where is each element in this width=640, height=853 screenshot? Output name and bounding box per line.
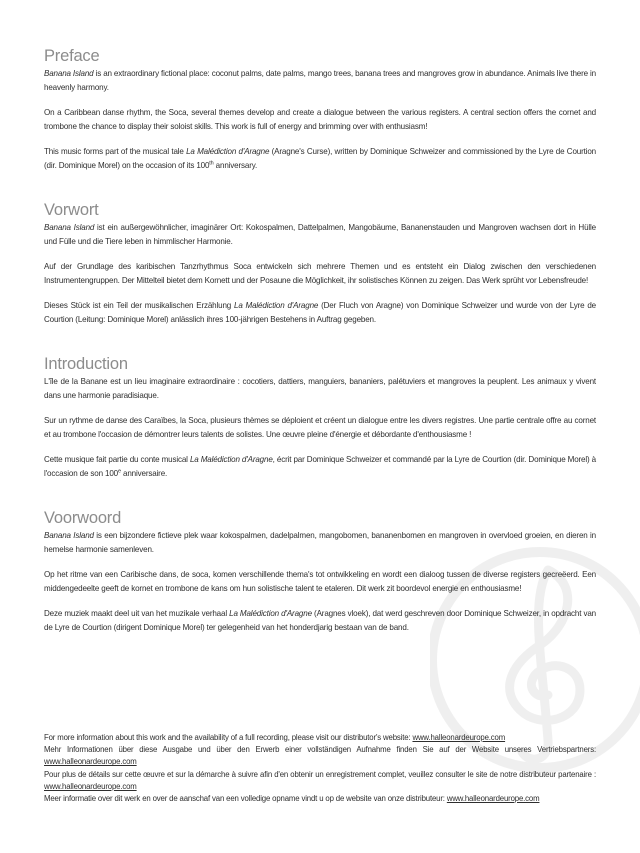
introduction-paragraph-1: L'île de la Banane est un lieu imaginaire extraordinaire : cocotiers, dattiers, manguiers, bananiers, palétuviers et mangroves la peuplent. Les animaux y vivent dans une harmonie paradisiaque. (44, 377, 596, 400)
vorwort-paragraph-1: Banana Island ist ein außergewöhnlicher, imaginärer Ort: Kokospalmen, Dattelpalmen, Mangobäume, Bananenstauden und Mangroven wachsen dort in Hülle und Fülle und die Tiere leben in himmlischer Harmonie. (44, 223, 596, 246)
preface-paragraph-3: This music forms part of the musical tale La Malédiction d'Aragne (Aragne's Curse), written by Dominique Schweizer and commissioned by the Lyre de Courtion (dir. Dominique Morel) on the occasion of its 100th anniversary. (44, 147, 596, 170)
voorwoord-section (44, 508, 596, 634)
voorwoord-heading: Voorwoord (44, 509, 122, 527)
voorwoord-paragraph-2: Op het ritme van een Caribische dans, de soca, komen verschillende thema's tot ontwikkeling en wordt een dialoog tussen de diverse registers gecreëerd. Een middengedeelte geeft de kornet en trombone de kans om hun solistische talent te etaleren. Dit werk zit boordevol energie en enthousiasme! (44, 570, 596, 593)
vorwort-paragraph-3: Dieses Stück ist ein Teil der musikalischen Erzählung La Malédiction d'Aragne (Der Fluch von Aragne) von Dominique Schweizer und wurde von der Lyre de Courtion (Leitung: Dominique Morel) anlässlich ihres 100-jährigen Bestehens in Auftrag gegeben. (44, 301, 596, 324)
distributor-link[interactable]: www.halleonardeurope.com (412, 733, 506, 742)
document-body (44, 46, 596, 662)
preface-heading: Preface (44, 47, 100, 65)
tale-title: La Malédiction d'Aragne (186, 147, 270, 156)
distributor-link[interactable]: www.halleonardeurope.com (44, 781, 137, 791)
introduction-paragraph-2: Sur un rythme de danse des Caraïbes, la Soca, plusieurs thèmes se déploient et créent un dialogue entre les divers registres. Une partie centrale offre au cornet et au trombone l'occasion de démontrer leurs talents de solistes. Une œuvre pleine d'énergie et débordante d'enthousiasme ! (44, 416, 596, 439)
work-title: Banana Island (44, 531, 94, 540)
distributor-link[interactable]: www.halleonardeurope.com (44, 757, 137, 767)
voorwoord-paragraph-3: Deze muziek maakt deel uit van het muzikale verhaal La Malédiction d'Aragne (Aragnes vloek), dat werd geschreven door Dominique Schweizer, in opdracht van de Lyre de Courtion (dirigent Dominique Morel) ter gelegenheid van het honderdjarig bestaan van de band. (44, 609, 596, 632)
preface-section (44, 46, 596, 172)
tale-title: La Malédiction d'Aragne (234, 301, 319, 310)
introduction-section (44, 354, 596, 480)
vorwort-heading: Vorwort (44, 201, 99, 219)
voorwoord-paragraph-1: Banana Island is een bijzondere fictieve plek waar kokospalmen, dadelpalmen, mangobomen, bananenbomen en mangroven in overvloed groeien, en dieren in hemelse harmonie samenleven. (44, 531, 596, 554)
footer-line-en: For more information about this work and the availability of a full recording, please visit our distributor's website: www.halleonardeurope.com (44, 733, 506, 742)
footer-line-de: Mehr Informationen über diese Ausgabe und über den Erwerb einer vollständigen Aufnahme finden Sie auf der Website unseres Vertriebspartners: www.halleonardeurope.com (44, 745, 596, 767)
distributor-link[interactable]: www.halleonardeurope.com (446, 794, 540, 804)
vorwort-section (44, 200, 596, 326)
footer-line-nl: Meer informatie over dit werk en over de aanschaf van een volledige opname vindt u op de website van onze distributeur: www.halleonardeurope.com (44, 794, 540, 804)
distributor-footer (44, 732, 596, 805)
footer-line-fr: Pour plus de détails sur cette œuvre et sur la démarche à suivre afin d'en obtenir un enregistrement complet, veuillez consulter le site de notre distributeur partenaire : www.halleonardeurope.com (44, 769, 596, 791)
vorwort-paragraph-2: Auf der Grundlage des karibischen Tanzrhythmus Soca entwickeln sich mehrere Themen und es entsteht ein Dialog zwischen den verschiedenen Instrumentengruppen. Der Mittelteil bietet dem Kornett und der Posaune die Möglichkeit, ihr solistisches Können zu zeigen. Das Werk sprüht vor Lebensfreude! (44, 262, 596, 285)
tale-title: La Malédiction d'Aragne (189, 455, 273, 464)
work-title: Banana Island (44, 223, 95, 232)
preface-paragraph-1: Banana Island is an extraordinary fictional place: coconut palms, date palms, mango trees, banana trees and mangroves grow in abundance. Animals live there in heavenly harmony. (44, 69, 597, 92)
introduction-heading: Introduction (44, 355, 128, 373)
introduction-paragraph-3: Cette musique fait partie du conte musical La Malédiction d'Aragne, écrit par Dominique Schweizer et commandé par la Lyre de Courtion (dir. Dominique Morel) à l'occasion de son 100e anniversaire. (44, 455, 597, 478)
preface-paragraph-2: On a Caribbean danse rhythm, the Soca, several themes develop and create a dialogue between the various registers. A central section offers the cornet and trombone the chance to display their soloist skills. This work is full of energy and brimming over with enthusiasm! (44, 108, 596, 131)
tale-title: La Malédiction d'Aragne (229, 609, 312, 618)
work-title: Banana Island (44, 69, 94, 78)
